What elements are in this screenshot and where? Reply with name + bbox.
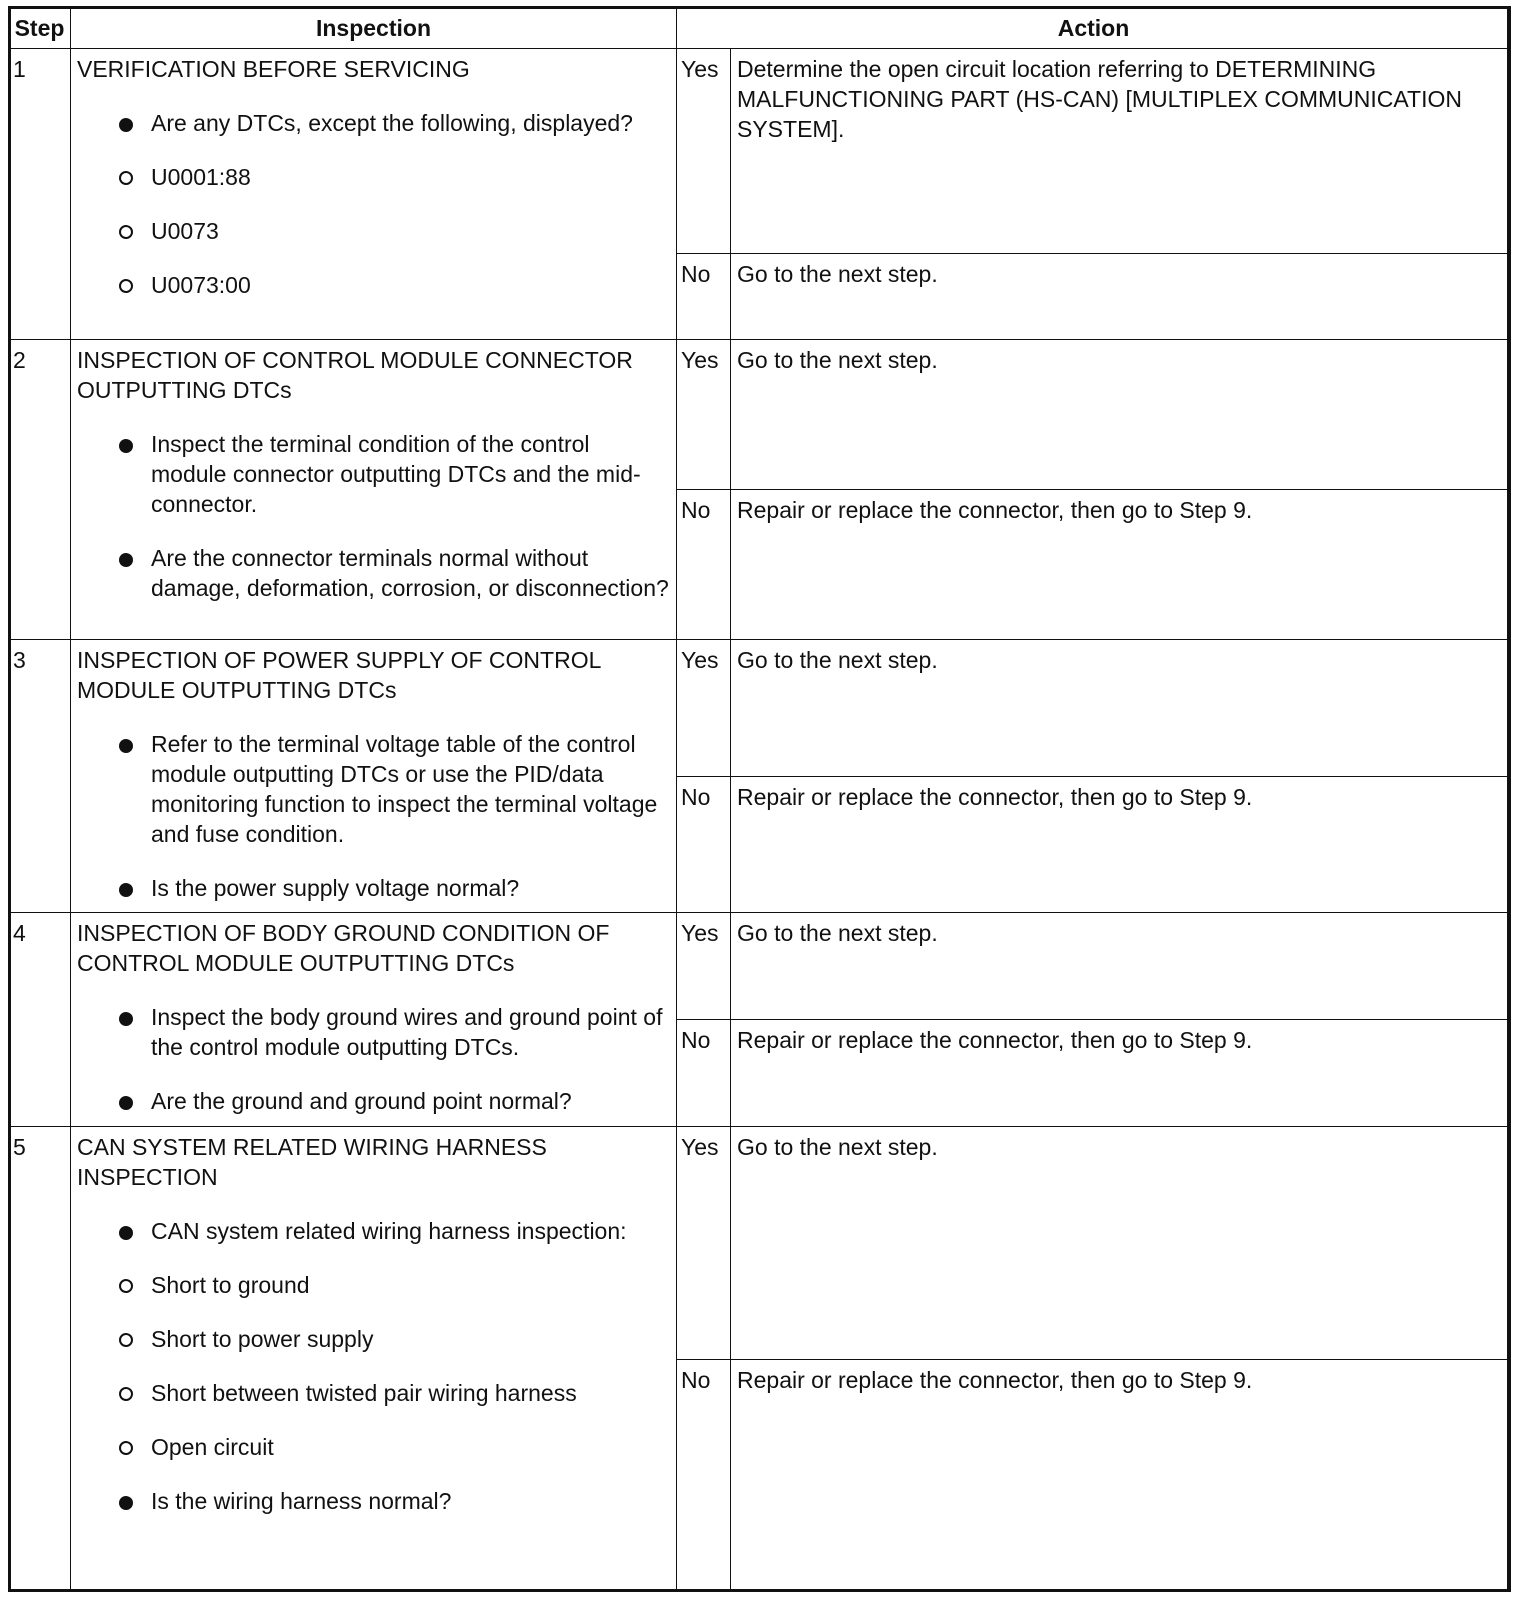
bullet-item: CAN system related wiring harness inspection: Short to ground Short to power supply Short between twisted pair wiring harness Open circuit [77, 1216, 670, 1462]
bullet-item: Is the power supply voltage normal? [77, 873, 670, 903]
no-action: Repair or replace the connector, then go to Step 9. [731, 489, 1511, 639]
no-action: Repair or replace the connector, then go to Step 9. [731, 776, 1511, 913]
yes-action: Go to the next step. [731, 1126, 1511, 1360]
bullet-item: Are any DTCs, except the following, displayed? U0001:88 U0073 U0073:00 [77, 108, 670, 300]
bullet-item: Is the wiring harness normal? [77, 1486, 670, 1516]
no-action: Go to the next step. [731, 254, 1511, 339]
no-action: Repair or replace the connector, then go to Step 9. [731, 1360, 1511, 1592]
inspection-cell [71, 913, 677, 1126]
no-label: No [677, 489, 731, 639]
diagnostic-procedure-table [8, 6, 1511, 1592]
step-3-yes-row [9, 640, 1511, 777]
bullet-item: Are the ground and ground point normal? [77, 1086, 670, 1116]
inspection-cell [71, 339, 677, 640]
yes-label: Yes [677, 913, 731, 1020]
step-number: 5 [9, 1126, 71, 1591]
sub-item: Open circuit [77, 1432, 670, 1462]
bullet-item: Inspect the terminal condition of the control module connector outputting DTCs and the mid-connector. [77, 429, 670, 519]
sub-item: U0073 [77, 216, 670, 246]
inspection-title: VERIFICATION BEFORE SERVICING [77, 56, 470, 82]
no-action: Repair or replace the connector, then go to Step 9. [731, 1020, 1511, 1127]
yes-action: Go to the next step. [731, 913, 1511, 1020]
no-label: No [677, 776, 731, 913]
header-action: Action [677, 7, 1511, 49]
sub-item: U0073:00 [77, 270, 670, 300]
step-5-yes-row [9, 1126, 1511, 1360]
bullet-item: Are the connector terminals normal without damage, deformation, corrosion, or disconnection? [77, 543, 670, 603]
yes-action: Determine the open circuit location referring to DETERMINING MALFUNCTIONING PART (HS-CAN) [MULTIPLEX COMMUNICATION SYSTEM]. [731, 49, 1511, 254]
sub-item: U0001:88 [77, 162, 670, 192]
step-number: 2 [9, 339, 71, 640]
inspection-title: INSPECTION OF POWER SUPPLY OF CONTROL MODULE OUTPUTTING DTCs [77, 647, 601, 704]
inspection-title: INSPECTION OF CONTROL MODULE CONNECTOR OUTPUTTING DTCs [77, 346, 633, 403]
header-row [9, 7, 1511, 49]
step-number: 3 [9, 640, 71, 913]
header-step: Step [9, 7, 71, 49]
inspection-cell [71, 640, 677, 913]
step-1-yes-row [9, 49, 1511, 254]
yes-label: Yes [677, 640, 731, 777]
step-2-yes-row [9, 339, 1511, 489]
yes-action: Go to the next step. [731, 339, 1511, 489]
sub-item: Short to power supply [77, 1324, 670, 1354]
step-4-yes-row [9, 913, 1511, 1020]
no-label: No [677, 254, 731, 339]
step-number: 1 [9, 49, 71, 340]
yes-action: Go to the next step. [731, 640, 1511, 777]
yes-label: Yes [677, 49, 731, 254]
sub-item: Short between twisted pair wiring harness [77, 1378, 670, 1408]
sub-item: Short to ground [77, 1270, 670, 1300]
no-label: No [677, 1020, 731, 1127]
yes-label: Yes [677, 1126, 731, 1360]
inspection-title: CAN SYSTEM RELATED WIRING HARNESS INSPECTION [77, 1133, 547, 1190]
yes-label: Yes [677, 339, 731, 489]
no-label: No [677, 1360, 731, 1592]
inspection-cell [71, 49, 677, 340]
header-inspection: Inspection [71, 7, 677, 49]
bullet-item: Inspect the body ground wires and ground point of the control module outputting DTCs. [77, 1002, 670, 1062]
inspection-cell [71, 1126, 677, 1591]
inspection-title: INSPECTION OF BODY GROUND CONDITION OF CONTROL MODULE OUTPUTTING DTCs [77, 920, 610, 977]
step-number: 4 [9, 913, 71, 1126]
bullet-item: Refer to the terminal voltage table of the control module outputting DTCs or use the PID/data monitoring function to inspect the terminal voltage and fuse condition. [77, 729, 670, 849]
